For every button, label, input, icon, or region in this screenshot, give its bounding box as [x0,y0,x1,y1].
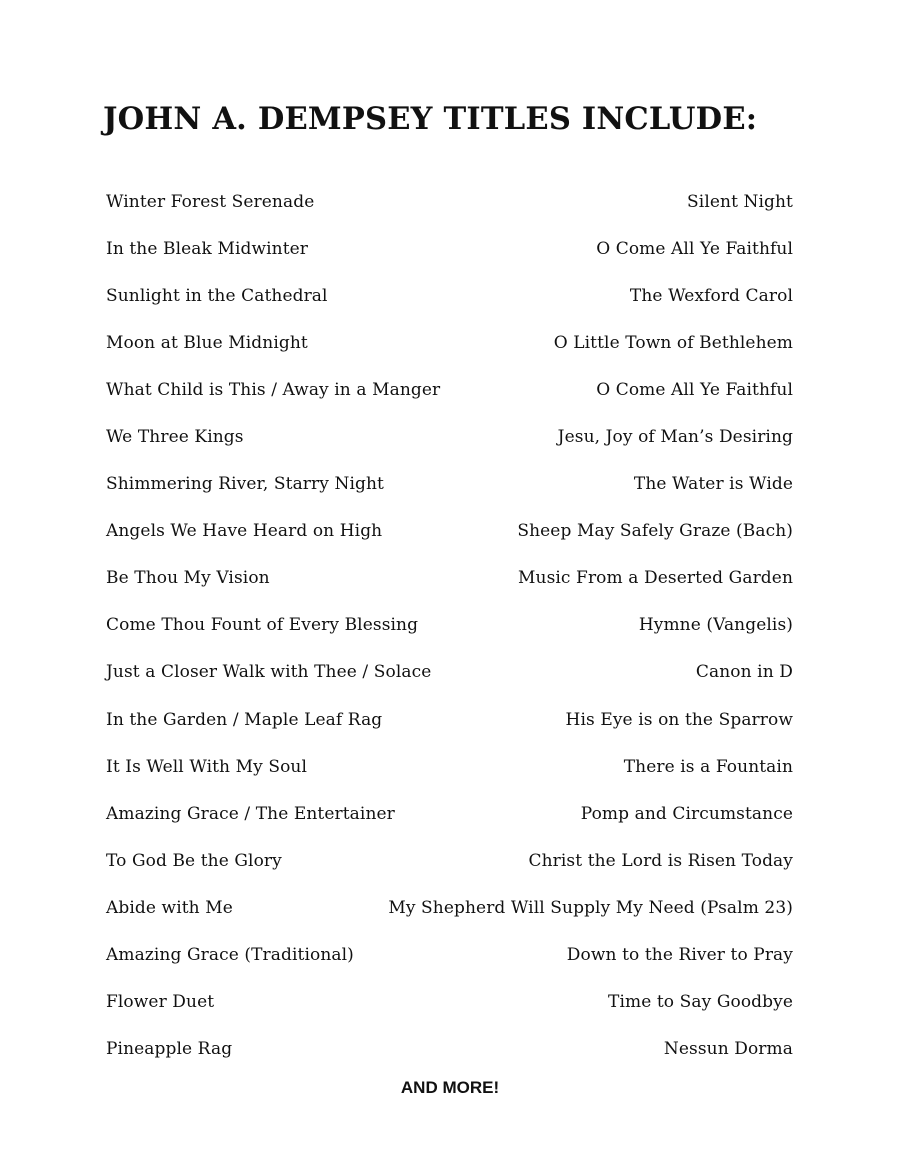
title-row [106,696,793,743]
title-right: The Water is Wide [633,474,793,495]
title-row [106,743,793,790]
title-row [106,602,793,649]
title-right: Down to the River to Pray [566,945,793,966]
title-left: Pineapple Rag [106,1039,233,1060]
title-left: Angels We Have Heard on High [106,521,383,542]
title-left: To God Be the Glory [106,850,282,871]
title-right: Sheep May Safely Graze (Bach) [517,521,793,542]
title-right: There is a Fountain [623,756,793,777]
title-left: Be Thou My Vision [106,568,270,589]
title-row [106,225,793,272]
title-right: O Little Town of Bethlehem [553,332,793,353]
title-row [106,366,793,413]
title-right: Nessun Dorma [663,1039,793,1060]
title-left: Come Thou Fount of Every Blessing [106,615,419,636]
title-row [106,1026,793,1073]
title-row [106,649,793,696]
title-right: Christ the Lord is Risen Today [528,850,793,871]
title-left: Shimmering River, Starry Night [106,474,384,495]
title-left: In the Garden / Maple Leaf Rag [106,709,383,730]
title-left: Amazing Grace (Traditional) [106,945,354,966]
title-right: Time to Say Goodbye [608,992,793,1013]
title-row [106,461,793,508]
title-right: O Come All Ye Faithful [596,379,793,400]
title-right: Jesu, Joy of Man’s Desiring [557,427,793,448]
title-right: Silent Night [687,191,793,212]
title-left: We Three Kings [106,427,244,448]
title-left: It Is Well With My Soul [106,756,307,777]
title-right: Pomp and Circumstance [580,803,793,824]
title-left: Flower Duet [106,992,215,1013]
title-row [106,319,793,366]
title-right: My Shepherd Will Supply My Need (Psalm 23) [388,897,793,918]
title-left: Winter Forest Serenade [106,191,315,212]
title-row [106,178,793,225]
title-row [106,555,793,602]
title-left: Amazing Grace / The Entertainer [106,803,395,824]
title-left: Abide with Me [106,897,233,918]
title-row [106,884,793,931]
title-row [106,508,793,555]
title-row [106,979,793,1026]
title-row [106,413,793,460]
title-left: In the Bleak Midwinter [106,238,309,259]
title-row [106,837,793,884]
titles-list [106,178,793,1073]
page-title: JOHN A. DEMPSEY TITLES INCLUDE: [103,101,758,137]
title-left: Moon at Blue Midnight [106,332,308,353]
title-left: What Child is This / Away in a Manger [106,379,441,400]
title-row [106,272,793,319]
title-right: Canon in D [695,662,793,683]
title-right: O Come All Ye Faithful [596,238,793,259]
footer-note: AND MORE! [400,1078,500,1097]
title-row [106,932,793,979]
title-right: His Eye is on the Sparrow [565,709,793,730]
title-right: Music From a Deserted Garden [518,568,793,589]
title-right: The Wexford Carol [629,285,793,306]
title-left: Sunlight in the Cathedral [106,285,328,306]
title-row [106,790,793,837]
title-right: Hymne (Vangelis) [638,615,793,636]
title-left: Just a Closer Walk with Thee / Solace [106,662,432,683]
